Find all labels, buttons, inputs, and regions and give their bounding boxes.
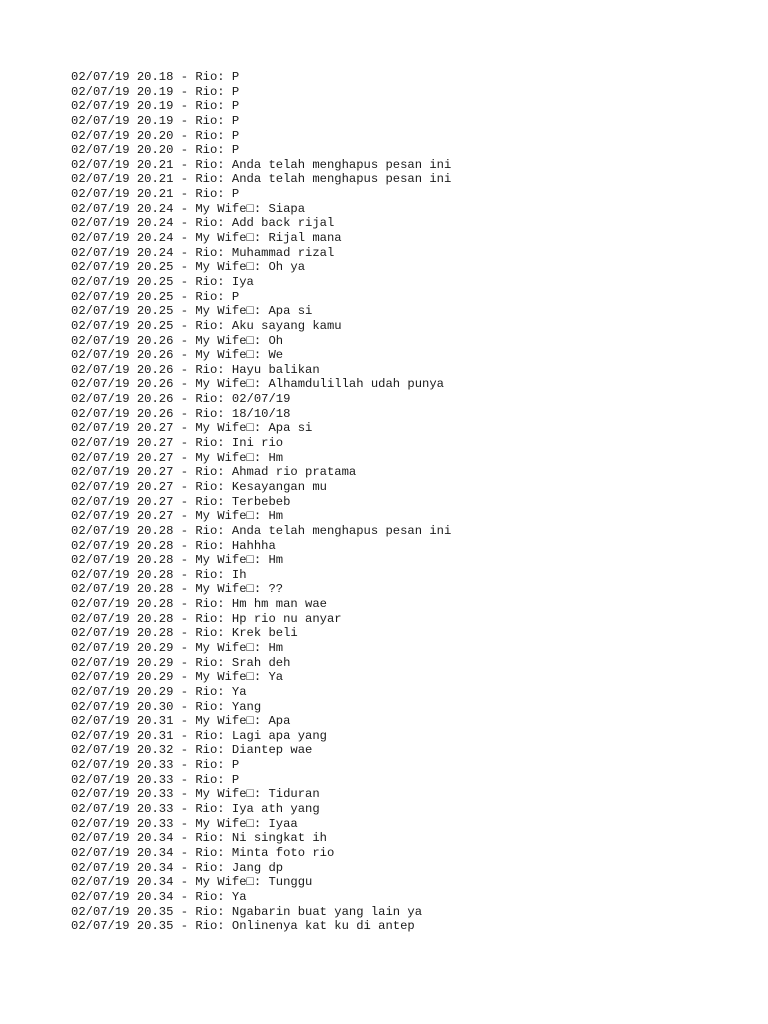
chat-log-line: 02/07/19 20.35 - Rio: Onlinenya kat ku di antep xyxy=(71,919,415,934)
chat-log-line: 02/07/19 20.34 - Rio: Ni singkat ih xyxy=(71,831,327,846)
chat-log-line: 02/07/19 20.33 - My Wife□: Tiduran xyxy=(71,787,320,802)
chat-log-line: 02/07/19 20.29 - Rio: Ya xyxy=(71,684,247,699)
chat-log-line: 02/07/19 20.31 - My Wife□: Apa xyxy=(71,714,291,729)
chat-log-line: 02/07/19 20.26 - Rio: 02/07/19 xyxy=(71,392,291,407)
chat-log-line: 02/07/19 20.19 - Rio: P xyxy=(71,99,240,114)
chat-log-line: 02/07/19 20.25 - Rio: Iya xyxy=(71,274,254,289)
chat-log-line: 02/07/19 20.29 - My Wife□: Hm xyxy=(71,640,284,655)
chat-log-line: 02/07/19 20.21 - Rio: P xyxy=(71,187,240,202)
chat-log-page xyxy=(71,70,748,934)
chat-log-line: 02/07/19 20.29 - My Wife□: Ya xyxy=(71,670,284,685)
chat-log-line: 02/07/19 20.24 - My Wife□: Siapa xyxy=(71,201,306,216)
chat-log-line: 02/07/19 20.35 - Rio: Ngabarin buat yang lain ya xyxy=(71,904,423,919)
chat-log-line: 02/07/19 20.27 - Rio: Ini rio xyxy=(71,436,284,451)
chat-log-line: 02/07/19 20.29 - Rio: Srah deh xyxy=(71,655,291,670)
chat-log-line: 02/07/19 20.32 - Rio: Diantep wae xyxy=(71,743,313,758)
chat-log-line: 02/07/19 20.24 - My Wife□: Rijal mana xyxy=(71,231,342,246)
chat-log-line: 02/07/19 20.21 - Rio: Anda telah menghapus pesan ini xyxy=(71,157,452,172)
chat-log-line: 02/07/19 20.19 - Rio: P xyxy=(71,113,240,128)
chat-log-line: 02/07/19 20.33 - Rio: P xyxy=(71,772,240,787)
chat-log-line: 02/07/19 20.25 - My Wife□: Oh ya xyxy=(71,260,306,275)
chat-log-line: 02/07/19 20.33 - My Wife□: Iyaa xyxy=(71,816,298,831)
chat-log-line: 02/07/19 20.20 - Rio: P xyxy=(71,128,240,143)
chat-log-line: 02/07/19 20.21 - Rio: Anda telah menghapus pesan ini xyxy=(71,172,452,187)
chat-log-line: 02/07/19 20.30 - Rio: Yang xyxy=(71,699,262,714)
chat-log-line: 02/07/19 20.28 - Rio: Anda telah menghapus pesan ini xyxy=(71,523,452,538)
chat-log-line: 02/07/19 20.20 - Rio: P xyxy=(71,143,240,158)
chat-log-line: 02/07/19 20.33 - Rio: Iya ath yang xyxy=(71,802,320,817)
chat-log-line: 02/07/19 20.27 - Rio: Kesayangan mu xyxy=(71,479,327,494)
chat-log-line: 02/07/19 20.28 - Rio: Hp rio nu anyar xyxy=(71,611,342,626)
chat-log-line: 02/07/19 20.33 - Rio: P xyxy=(71,758,240,773)
chat-log-line: 02/07/19 20.34 - My Wife□: Tunggu xyxy=(71,875,313,890)
chat-log-line: 02/07/19 20.27 - Rio: Ahmad rio pratama xyxy=(71,465,357,480)
chat-log-line: 02/07/19 20.31 - Rio: Lagi apa yang xyxy=(71,728,327,743)
chat-log-line: 02/07/19 20.28 - Rio: Ih xyxy=(71,567,247,582)
chat-log-line: 02/07/19 20.27 - My Wife□: Hm xyxy=(71,450,284,465)
chat-log-line: 02/07/19 20.26 - My Wife□: We xyxy=(71,348,284,363)
chat-log-line: 02/07/19 20.24 - Rio: Muhammad rizal xyxy=(71,245,335,260)
chat-log-line: 02/07/19 20.26 - My Wife□: Oh xyxy=(71,333,284,348)
chat-log-line: 02/07/19 20.34 - Rio: Minta foto rio xyxy=(71,845,335,860)
chat-log-line: 02/07/19 20.27 - My Wife□: Hm xyxy=(71,509,284,524)
chat-log-line: 02/07/19 20.25 - My Wife□: Apa si xyxy=(71,304,313,319)
chat-log-line: 02/07/19 20.26 - Rio: 18/10/18 xyxy=(71,406,291,421)
chat-log-line: 02/07/19 20.28 - My Wife□: Hm xyxy=(71,553,284,568)
chat-log-line: 02/07/19 20.28 - My Wife□: ?? xyxy=(71,582,284,597)
chat-log-line: 02/07/19 20.34 - Rio: Jang dp xyxy=(71,860,284,875)
chat-log-line: 02/07/19 20.24 - Rio: Add back rijal xyxy=(71,216,335,231)
chat-log-line: 02/07/19 20.28 - Rio: Hahhha xyxy=(71,538,276,553)
chat-log-line: 02/07/19 20.26 - Rio: Hayu balikan xyxy=(71,362,320,377)
chat-log-line: 02/07/19 20.28 - Rio: Krek beli xyxy=(71,626,298,641)
chat-log-line: 02/07/19 20.27 - Rio: Terbebeb xyxy=(71,494,291,509)
chat-log-line: 02/07/19 20.27 - My Wife□: Apa si xyxy=(71,421,313,436)
chat-log-line: 02/07/19 20.28 - Rio: Hm hm man wae xyxy=(71,597,327,612)
chat-log-line: 02/07/19 20.18 - Rio: P xyxy=(71,70,240,84)
chat-log-line: 02/07/19 20.19 - Rio: P xyxy=(71,84,240,99)
chat-log-line: 02/07/19 20.34 - Rio: Ya xyxy=(71,889,247,904)
chat-log-line: 02/07/19 20.25 - Rio: P xyxy=(71,289,240,304)
chat-log-line: 02/07/19 20.26 - My Wife□: Alhamdulillah udah punya xyxy=(71,377,444,392)
chat-log-line: 02/07/19 20.25 - Rio: Aku sayang kamu xyxy=(71,318,342,333)
